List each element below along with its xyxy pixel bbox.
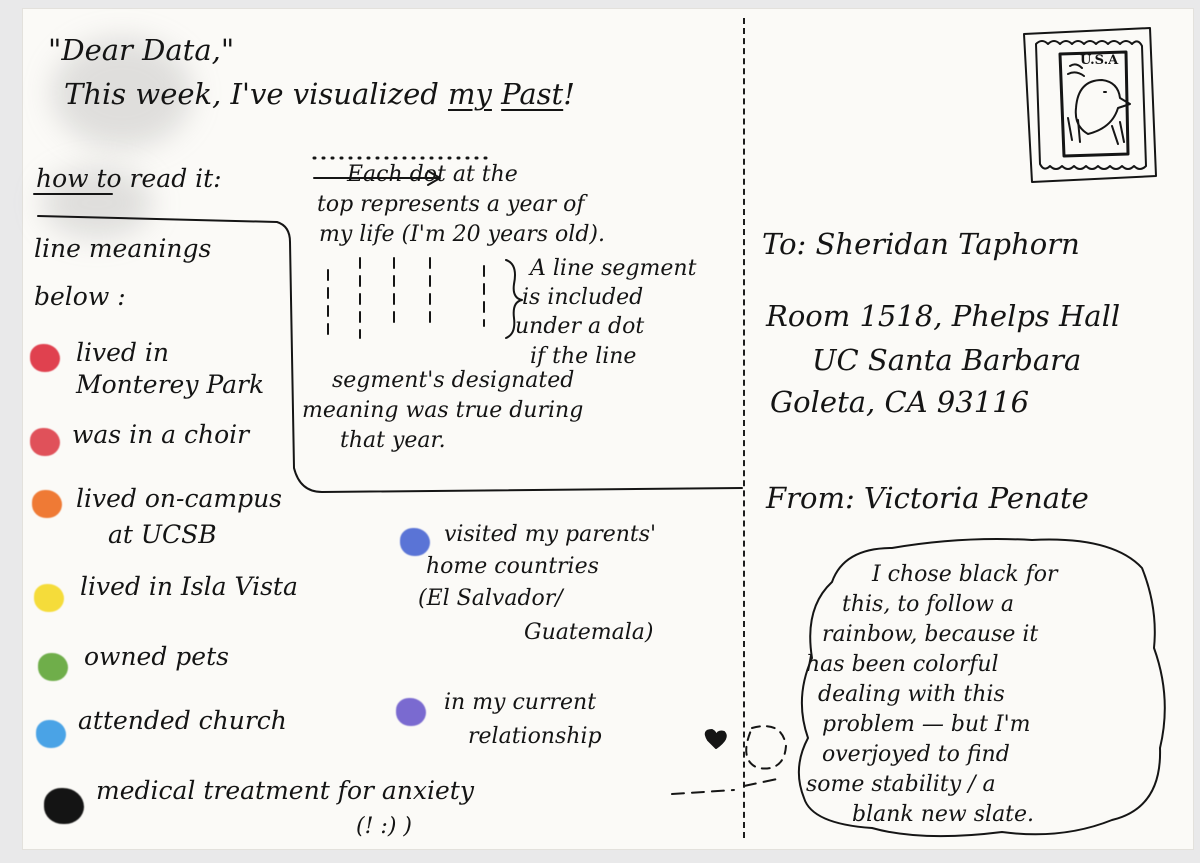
legend-label: (El Salvador/: [418, 586, 563, 611]
segment-explainer-cont: segment's designated: [332, 368, 575, 393]
legend-label: medical treatment for anxiety: [96, 776, 474, 805]
bubble-note-line: this, to follow a: [842, 592, 1015, 617]
how-to-heading: how to read it:: [36, 164, 222, 193]
segment-explainer-line: under a dot: [515, 314, 645, 339]
dot-explainer-line: top represents a year of: [317, 192, 585, 217]
anxiety-trail: [672, 778, 782, 794]
stamp-outline: [1024, 28, 1156, 182]
legend-label: Guatemala): [524, 620, 654, 645]
legend-heading: line meanings: [34, 234, 212, 263]
intro-my: my: [448, 77, 492, 111]
address-line: Goleta, CA 93116: [770, 385, 1030, 419]
intro-bang: !: [563, 77, 575, 111]
legend-label: lived on-campus: [76, 484, 283, 513]
legend-label: was in a choir: [72, 420, 250, 449]
stamp-text: U.S.A: [1080, 53, 1119, 68]
explainer-arrow: [314, 171, 440, 185]
bubble-note-line: dealing with this: [818, 682, 1005, 707]
heart-icon: [706, 730, 726, 748]
postcard: [22, 8, 1194, 850]
bubble-note-line: overjoyed to find: [822, 742, 1010, 767]
legend-label: home countries: [426, 554, 599, 579]
legend-label: Monterey Park: [76, 370, 265, 399]
legend-label: at UCSB: [108, 520, 217, 549]
bubble-note-line: some stability / a: [806, 772, 996, 797]
segment-explainer-cont: if the line: [530, 344, 637, 369]
bubble-note-line: rainbow, because it: [822, 622, 1039, 647]
address-line: UC Santa Barbara: [812, 343, 1082, 377]
segment-explainer-cont: meaning was true during: [302, 398, 584, 423]
dot-explainer-line: Each dot at the: [347, 162, 518, 187]
legend-label: relationship: [468, 724, 602, 749]
legend-label: visited my parents': [444, 522, 657, 547]
greeting: "Dear Data,": [48, 33, 235, 67]
explainer-brace: [506, 260, 522, 338]
address-to: To: Sheridan Taphorn: [762, 227, 1080, 261]
bubble-note-line: blank new slate.: [852, 802, 1035, 827]
intro-text: This week, I've visualized: [64, 77, 439, 111]
bubble-note-line: I chose black for: [872, 562, 1058, 587]
bubble-note-line: has been colorful: [806, 652, 999, 677]
legend-label: lived in Isla Vista: [80, 572, 298, 601]
legend-label: attended church: [78, 706, 287, 735]
legend-box-outline: [38, 216, 742, 492]
hand-drawn-lines: [22, 8, 1194, 850]
intro-past: Past: [501, 77, 564, 111]
stamp-bird-icon: [1076, 80, 1130, 134]
address-from: From: Victoria Penate: [766, 481, 1089, 515]
legend-label: owned pets: [84, 642, 229, 671]
thought-circle: [746, 726, 786, 768]
legend-heading: below :: [34, 282, 126, 311]
legend-label: in my current: [444, 690, 597, 715]
thought-bubble: [799, 539, 1165, 836]
bubble-note-line: problem — but I'm: [822, 712, 1031, 737]
segment-explainer-line: A line segment: [530, 256, 697, 281]
segment-explainer-line: is included: [522, 285, 644, 310]
address-line: Room 1518, Phelps Hall: [766, 299, 1121, 333]
dot-explainer-line: my life (I'm 20 years old).: [319, 222, 605, 247]
anxiety-note: (! :) ): [356, 814, 412, 839]
legend-label: lived in: [76, 338, 169, 367]
segment-explainer-cont: that year.: [340, 428, 446, 453]
